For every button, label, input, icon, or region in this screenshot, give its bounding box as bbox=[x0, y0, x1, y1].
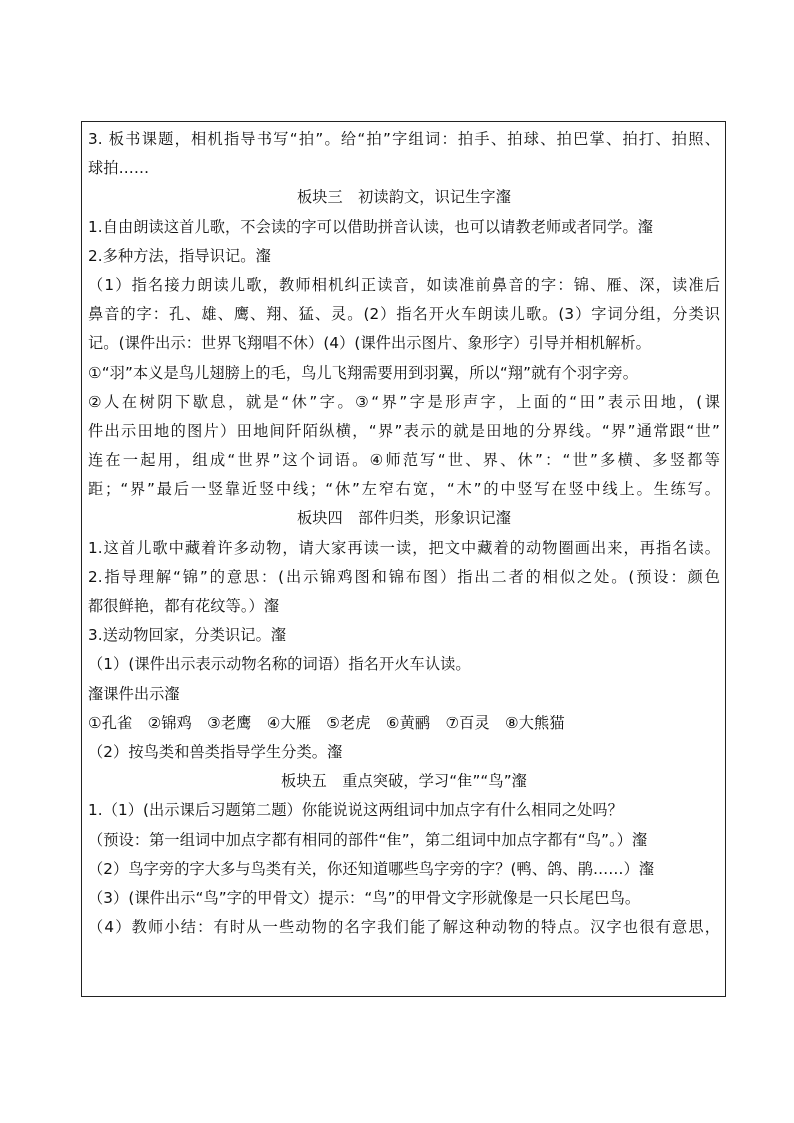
section-heading: 板块五 重点突破，学习“隹”“鸟”瀣 bbox=[281, 772, 527, 791]
text-line: （2）按鸟类和兽类指导学生分类。瀣 bbox=[88, 742, 343, 761]
lesson-content bbox=[88, 125, 720, 942]
text-line: ①“羽”本义是鸟儿翅膀上的毛，鸟儿飞翔需要用到羽翼，所以“翔”就有个羽字旁。 bbox=[88, 363, 639, 382]
text-line: 瀣课件出示瀣 bbox=[88, 684, 180, 703]
text-line: （3）(课件出示“鸟”字的甲骨文）提示：“鸟”的甲骨文字形就像是一只长尾巴鸟。 bbox=[88, 888, 641, 907]
text-line: 件出示田地的图片）田地间阡陌纵横，“界”表示的就是田地的分界线。“界”通常跟“世” bbox=[88, 421, 720, 440]
text-line: 鼻音的字：孔、雄、鹰、翔、猛、灵。(2）指名开火车朗读儿歌。(3）字词分组，分类识 bbox=[88, 305, 720, 324]
text-line: 3. 板书课题，相机指导书写“拍”。给“拍”字组词：拍手、拍球、拍巴掌、拍打、拍照、 bbox=[88, 130, 720, 148]
text-line: 2.多种方法，指导识记。瀣 bbox=[88, 246, 271, 265]
text-line: （2）鸟字旁的字大多与鸟类有关，你还知道哪些鸟字旁的字？(鸭、鸽、鹃……）瀣 bbox=[88, 859, 655, 878]
text-line: ①孔雀 ②锦鸡 ③老鹰 ④大雁 ⑤老虎 ⑥黄鹂 ⑦百灵 ⑧大熊猫 bbox=[88, 713, 565, 732]
text-line: 连在一起用，组成“世界”这个词语。④师范写“世、界、休”：“世”多横、多竖都等 bbox=[88, 451, 720, 470]
text-line: （预设：第一组词中加点字都有相同的部件“隹”，第二组词中加点字都有“鸟”。）瀣 bbox=[88, 830, 648, 849]
text-line: （1）(课件出示表示动物名称的词语）指名开火车认读。 bbox=[88, 655, 471, 674]
text-line: 都很鲜艳，都有花纹等。）瀣 bbox=[88, 597, 280, 615]
text-line: 1.（1）(出示课后习题第二题）你能说说这两组词中加点字有什么相同之处吗？ bbox=[88, 801, 623, 820]
text-line: 1.自由朗读这首儿歌，不会读的字可以借助拼音认读，也可以请教老师或者同学。瀣 bbox=[88, 217, 654, 236]
section-heading: 板块四 部件归类，形象识记瀣 bbox=[296, 509, 512, 528]
text-line: 2.指导理解“锦”的意思：(出示锦鸡图和锦布图）指出二者的相似之处。(预设：颜色 bbox=[88, 567, 720, 586]
text-line: （1）指名接力朗读儿歌，教师相机纠正读音，如读准前鼻音的字：锦、雁、深，读准后 bbox=[88, 275, 720, 294]
text-line: 球拍…… bbox=[88, 159, 150, 178]
text-line: （4）教师小结：有时从一些动物的名字我们能了解这种动物的特点。汉字也很有意思， bbox=[88, 918, 720, 937]
text-line: 1.这首儿歌中藏着许多动物，请大家再读一读，把文中藏着的动物圈画出来，再指名读。 bbox=[88, 538, 720, 557]
text-line: 记。(课件出示：世界飞翔唱不休）(4）(课件出示图片、象形字）引导并相机解析。 bbox=[88, 334, 651, 353]
text-line: 3.送动物回家，分类识记。瀣 bbox=[88, 626, 287, 645]
text-line: 距；“界”最后一竖靠近竖中线；“休”左窄右宽，“木”的中竖写在竖中线上。生练写。 bbox=[88, 480, 720, 499]
text-line: ②人在树阴下歇息，就是“休”字。③“界”字是形声字，上面的“田”表示田地，(课 bbox=[88, 392, 720, 411]
section-heading: 板块三 初读韵文，识记生字瀣 bbox=[296, 188, 512, 207]
